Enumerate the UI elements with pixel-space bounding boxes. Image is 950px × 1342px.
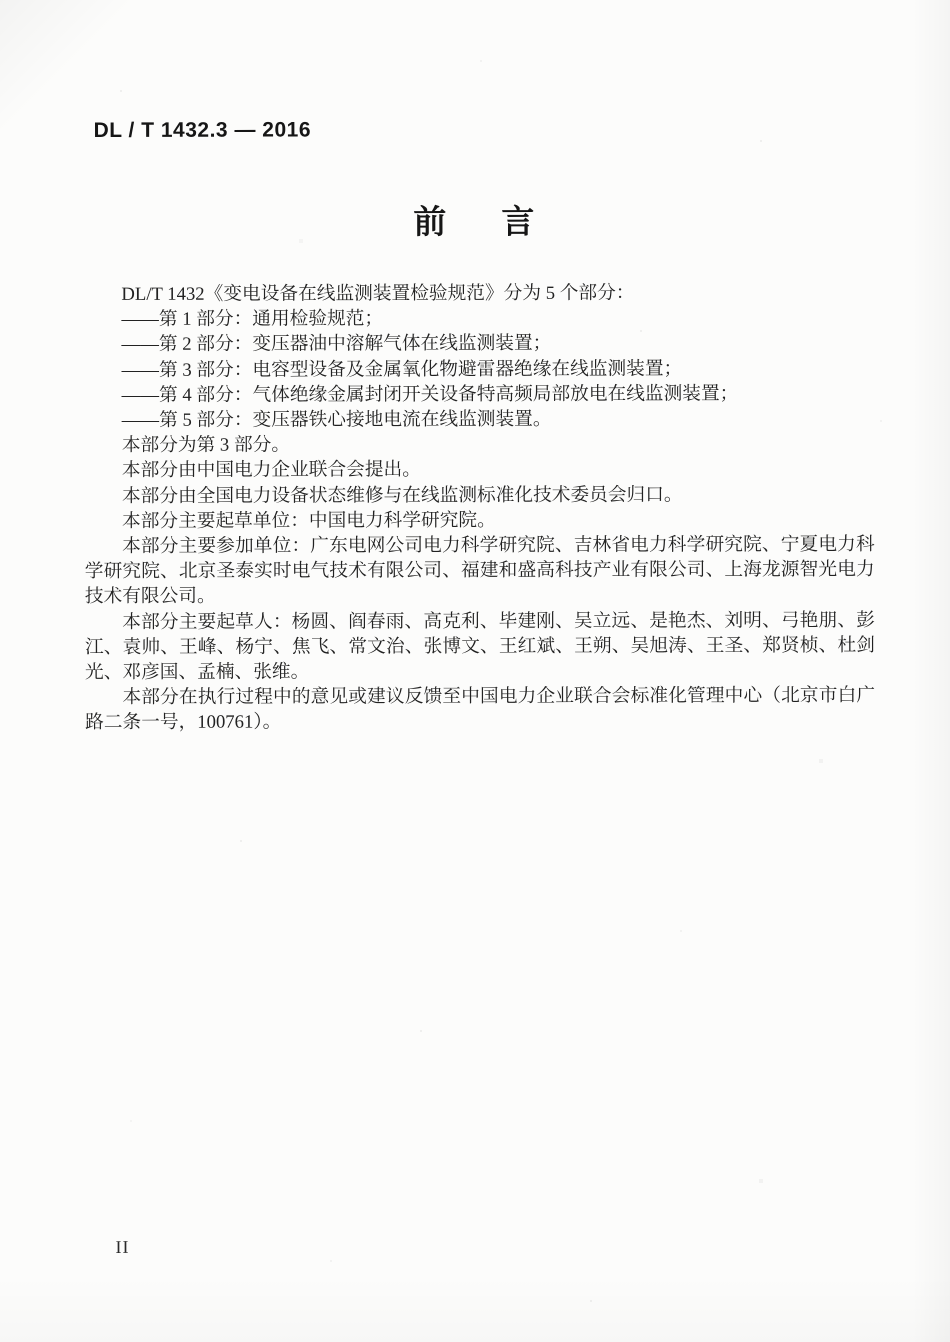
paragraph: 本部分由中国电力企业联合会提出。	[121, 459, 421, 482]
paragraph: ——第 1 部分：通用检验规范；	[121, 308, 384, 331]
paragraph: 本部分主要参加单位：广东电网公司电力科学研究院、吉林省电力科学研究院、宁夏电力科学研究院、北京圣泰实时电气技术有限公司、福建和盛高科技产业有限公司、上海龙源智光电力技术有限公司。	[84, 533, 875, 608]
paragraph: 本部分在执行过程中的意见或建议反馈至中国电力企业联合会标准化管理中心（北京市白广路二条一号，100761）。	[85, 685, 876, 734]
standard-number: DL / T 1432.3 — 2016	[93, 118, 312, 142]
paragraph: DL/T 1432《变电设备在线监测装置检验规范》分为 5 个部分：	[121, 282, 635, 305]
paragraph: 本部分主要起草人：杨圆、阎春雨、高克利、毕建刚、吴立远、是艳杰、刘明、弓艳朋、彭江、袁帅、王峰、杨宁、焦飞、常文治、张博文、王红斌、王朔、吴旭涛、王圣、郑贤桢、杜剑光、邓彦国、孟楠、张维。	[84, 609, 875, 684]
paragraph: ——第 2 部分：变压器油中溶解气体在线监测装置；	[121, 333, 552, 356]
paragraph: ——第 4 部分：气体绝缘金属封闭开关设备特高频局部放电在线监测装置；	[121, 383, 739, 406]
paragraph: ——第 5 部分：变压器铁心接地电流在线监测装置。	[121, 408, 552, 431]
page-title: 前言	[413, 202, 590, 241]
paragraph: 本部分为第 3 部分。	[121, 434, 291, 457]
foreword-body	[84, 280, 875, 736]
paragraph: 本部分由全国电力设备状态维修与在线监测标准化技术委员会归口。	[121, 484, 683, 507]
paragraph: 本部分主要起草单位：中国电力科学研究院。	[121, 509, 496, 532]
page-number: II	[115, 1236, 130, 1257]
paragraph: ——第 3 部分：电容型设备及金属氧化物避雷器绝缘在线监测装置；	[121, 358, 683, 381]
